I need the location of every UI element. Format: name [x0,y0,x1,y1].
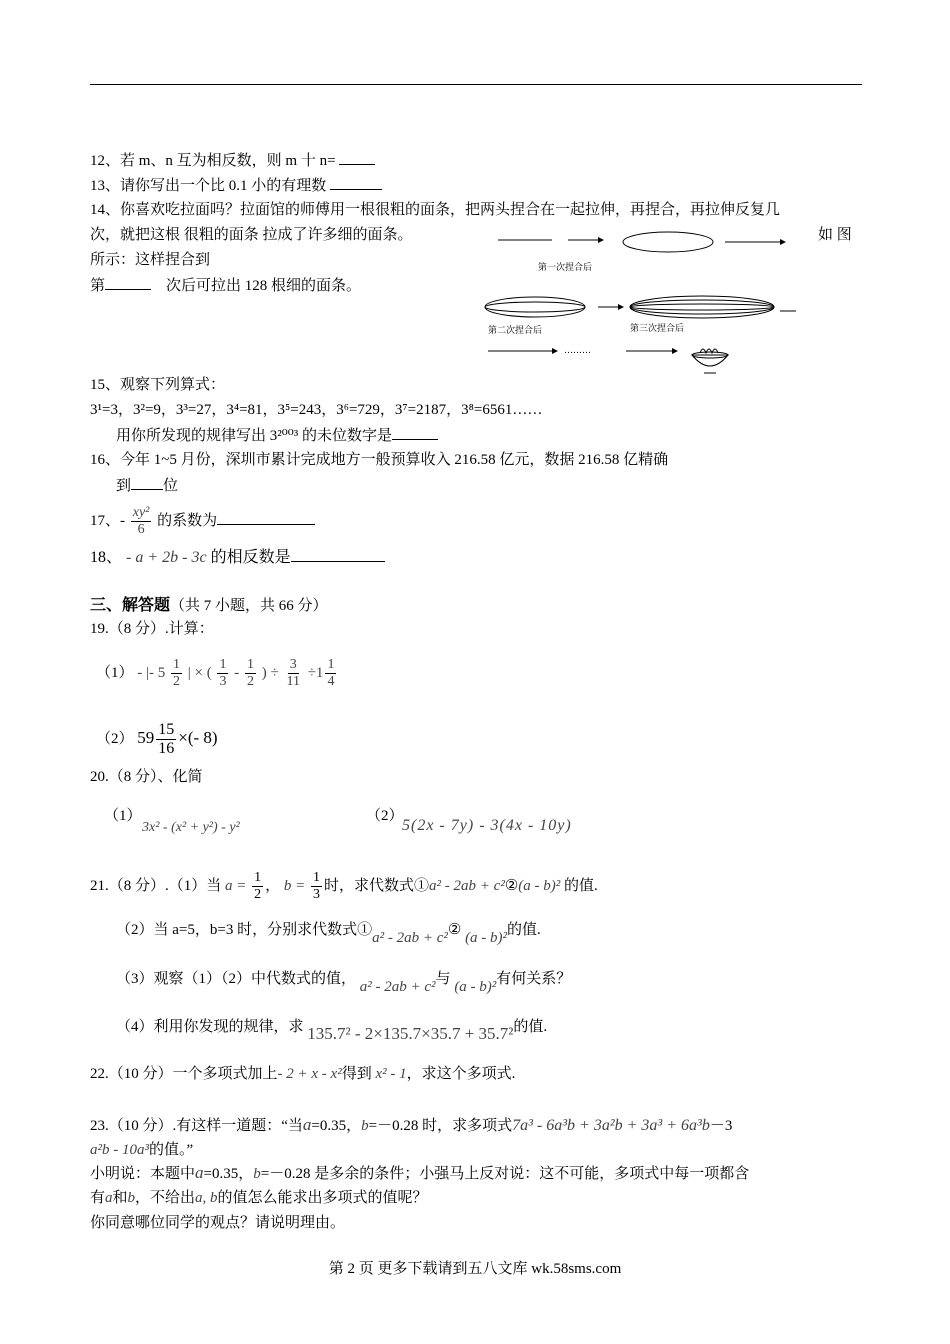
fig-arrowhead [552,348,558,354]
question-23-line5: 你同意哪位同学的观点？请说明理由。 [90,1215,346,1231]
question-20-part2: （2） [366,808,404,824]
fig-arrowhead [780,239,786,245]
question-21-part3: （3）观察（1）（2）中代数式的值， a² - 2ab + c²与 (a - b)²有何关系？ [116,971,572,995]
question-14-line3: 所示：这样捏合到 [90,252,211,268]
question-20-part1: （1） [104,808,142,824]
fig-loop-2 [485,297,585,317]
fig-loop-1 [623,232,713,252]
question-23-line1: 23.（10 分）.有这样一道题：“当a=0.35，b=－0.28 时，求多项式7a³ - 6a³b + 3a²b + 3a³ + 6a³b－3 [90,1115,733,1134]
answer-blank [330,175,382,190]
fig-loop-3 [630,296,774,318]
question-16-line2: 到 位 [116,475,178,496]
q17-fraction: $\frac{\text{xy²}}{6}$ [132,505,150,538]
fig-arrowhead [598,237,604,243]
question-15-line1: 15、观察下列算式： [90,377,226,393]
question-17: 17、- $\frac{\text{xy²}}{6}$ 的系数为 [90,504,315,538]
answer-blank [217,510,315,525]
question-18: 18、 - a + 2b - 3c 的相反数是 [90,547,385,568]
question-21-part1: 21.（8 分）.（1）当 a = $\frac{1}{2}$ ， b = $\frac{1}{3}$ 时，求代数式①a² - 2ab + c²②(a - b)² 的值. [90,870,598,903]
question-22: 22.（10 分）一个多项式加上- 2 + x - x²得到 x² - 1，求这个多项式. [90,1066,516,1082]
question-19-title: 19.（8 分）.计算： [90,621,214,637]
question-19-part1: （1） - |- 5 $\frac{1}{2}$ | × ( $\frac{1}{3}$ - $\frac{1}{2}$ ) ÷ $\frac{3}{11}$ ÷1 $\frac{1}{4}$ [96,657,335,690]
noodle-figure [480,225,800,385]
answer-blank [291,547,385,562]
question-15-line2: 3¹=3，3²=9，3³=27，3⁴=81，3⁵=243，3⁶=729，3⁷=2187，3⁸=6561…… [90,402,543,418]
question-15-line3: 用你所发现的规律写出 3²⁰⁰³ 的未位数字是 [116,425,438,446]
q20-expr2: 5(2x - 7y) - 3(4x - 10y) [402,817,572,834]
question-19-part2: （2） 59 $\frac{15}{16}$ ×(- 8) [96,721,218,758]
fig-arrowhead [618,304,624,310]
noodle-bowl-icon [692,349,728,373]
question-21-part4: （4）利用你发现的规律，求 135.7² - 2×135.7×35.7 + 35.7²的值. [116,1019,548,1043]
question-14-line4: 第 次后可拉出 128 根细的面条。 [90,275,361,296]
fig-loop-3b [630,300,774,314]
question-14-line2-right: 如 图 [818,227,852,243]
section-3-heading: 三、解答题（共 7 小题，共 66 分） [90,597,328,614]
answer-blank [392,425,438,440]
question-12: 12、若 m、n 互为相反数，则 m 十 n= [90,150,375,171]
question-14-line2: 次，就把这根 很粗的面条 拉成了许多细的面条。 [90,227,413,243]
answer-blank [105,275,151,290]
fig-label-2: 第二次捏合后 [488,326,543,336]
question-14-line1: 14、你喜欢吃拉面吗？拉面馆的师傅用一根很粗的面条，把两头捏合在一起拉伸，再捏合，再拉伸反复几 [90,202,781,218]
question-20-title: 20.（8 分）、化简 [90,769,203,785]
question-23-line3: 小明说：本题中a=0.35，b=－0.28 是多余的条件；小强马上反对说：这不可能，多项式中每一项都含 [90,1163,750,1182]
fig-label-1: 第一次捏合后 [538,263,593,273]
question-21-part2: （2）当 a=5，b=3 时，分别求代数式①a² - 2ab + c²② (a - b)²的值. [116,922,541,946]
q20-expr1: 3x² - (x² + y²) - y² [142,820,240,835]
answer-blank [131,475,163,490]
page-footer: 第 2 页 更多下载请到五八文库 wk.58sms.com [328,1261,622,1277]
fig-label-3: 第三次捏合后 [630,324,685,334]
question-23-line2: a²b - 10a³的值。” [90,1142,194,1158]
fig-loop-2b [485,302,585,312]
header-rule [90,84,862,85]
fig-loop-3c [630,304,774,310]
question-16-line1: 16、今年 1~5 月份，深圳市累计完成地方一般预算收入 216.58 亿元，数据 216.58 亿精确 [90,452,669,468]
fig-dots: ……… [564,346,591,356]
answer-blank [339,150,375,165]
fig-arrowhead [672,348,678,354]
question-23-line4: 有a和b，不给出a, b的值怎么能求出多项式的值呢？ [90,1190,428,1206]
question-13: 13、请你写出一个比 0.1 小的有理数 [90,175,382,196]
